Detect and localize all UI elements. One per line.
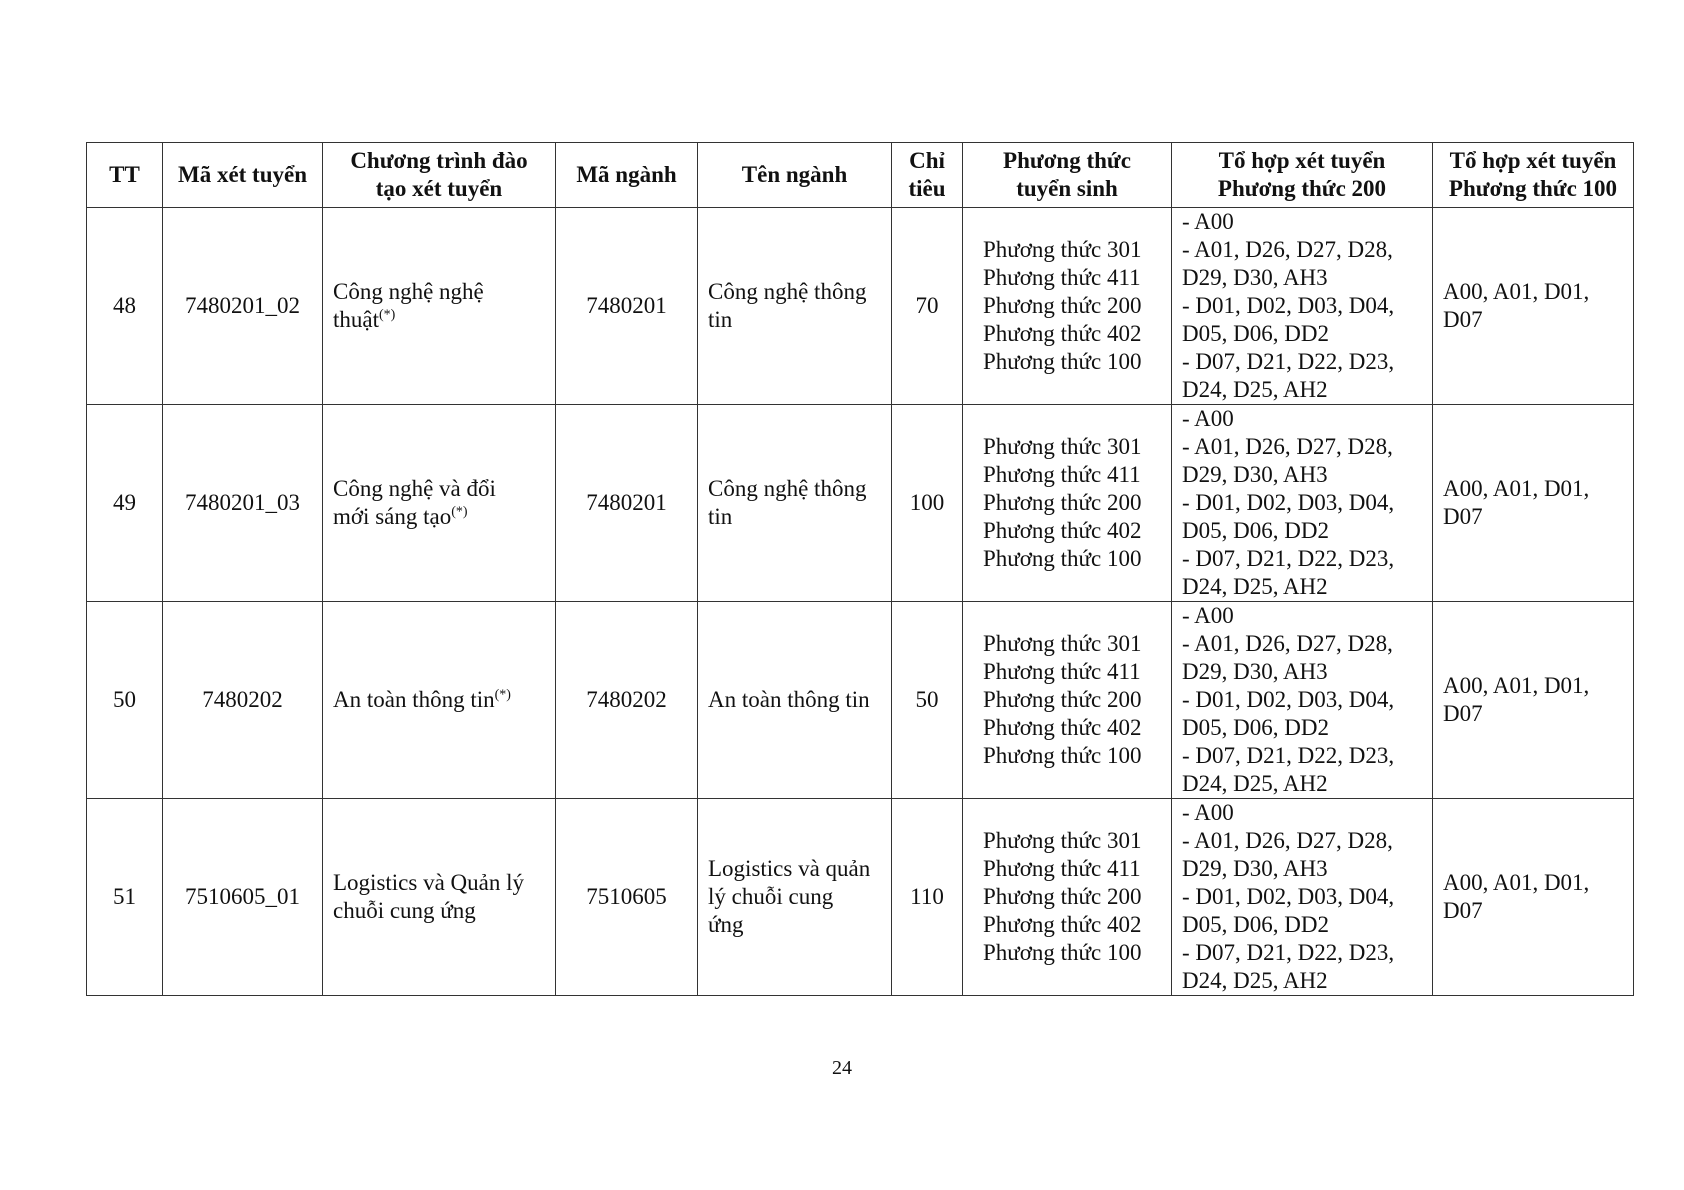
cell-chi-tieu: 50: [892, 602, 963, 799]
cell-phuong-thuc: Phương thức 301 Phương thức 411 Phương thức 200 Phương thức 402 Phương thức 100: [963, 208, 1172, 405]
footnote-marker: (*): [494, 687, 511, 703]
cell-to-hop-200: - A00 - A01, D26, D27, D28, D29, D30, AH3 - D01, D02, D03, D04, D05, D06, DD2 - D07, D21, D22, D23, D24, D25, AH2: [1172, 208, 1433, 405]
cell-chuong-trinh: An toàn thông tin(*): [323, 602, 556, 799]
cell-tt: 50: [87, 602, 163, 799]
table-row: [87, 405, 1634, 602]
header-ma-xet-tuyen: Mã xét tuyển: [163, 143, 323, 208]
cell-ma-nganh: 7480201: [556, 208, 698, 405]
cell-to-hop-100: A00, A01, D01, D07: [1433, 208, 1634, 405]
cell-ma-xet-tuyen: 7480202: [163, 602, 323, 799]
cell-ten-nganh: Công nghệ thông tin: [698, 405, 892, 602]
table-row: [87, 602, 1634, 799]
header-ten-nganh: Tên ngành: [698, 143, 892, 208]
cell-ma-xet-tuyen: 7480201_03: [163, 405, 323, 602]
cell-to-hop-100: A00, A01, D01, D07: [1433, 602, 1634, 799]
cell-chi-tieu: 110: [892, 799, 963, 996]
cell-ma-nganh: 7480201: [556, 405, 698, 602]
admissions-table: [86, 142, 1634, 996]
cell-chi-tieu: 100: [892, 405, 963, 602]
footnote-marker: (*): [379, 307, 396, 323]
page-number: 24: [832, 1057, 852, 1079]
header-chuong-trinh: Chương trình đào tạo xét tuyển: [323, 143, 556, 208]
cell-to-hop-100: A00, A01, D01, D07: [1433, 799, 1634, 996]
cell-ma-xet-tuyen: 7480201_02: [163, 208, 323, 405]
cell-tt: 49: [87, 405, 163, 602]
cell-ten-nganh: Công nghệ thông tin: [698, 208, 892, 405]
cell-ten-nganh: Logistics và quản lý chuỗi cung ứng: [698, 799, 892, 996]
table-row: [87, 799, 1634, 996]
cell-to-hop-200: - A00 - A01, D26, D27, D28, D29, D30, AH3 - D01, D02, D03, D04, D05, D06, DD2 - D07, D21, D22, D23, D24, D25, AH2: [1172, 799, 1433, 996]
cell-ma-nganh: 7480202: [556, 602, 698, 799]
header-phuong-thuc: Phương thức tuyển sinh: [963, 143, 1172, 208]
cell-to-hop-200: - A00 - A01, D26, D27, D28, D29, D30, AH3 - D01, D02, D03, D04, D05, D06, DD2 - D07, D21, D22, D23, D24, D25, AH2: [1172, 602, 1433, 799]
cell-chuong-trinh: Logistics và Quản lý chuỗi cung ứng: [323, 799, 556, 996]
header-tt: TT: [87, 143, 163, 208]
footnote-marker: (*): [451, 504, 468, 520]
cell-phuong-thuc: Phương thức 301 Phương thức 411 Phương thức 200 Phương thức 402 Phương thức 100: [963, 602, 1172, 799]
cell-tt: 48: [87, 208, 163, 405]
cell-ma-xet-tuyen: 7510605_01: [163, 799, 323, 996]
cell-tt: 51: [87, 799, 163, 996]
cell-chuong-trinh: Công nghệ nghệ thuật(*): [323, 208, 556, 405]
header-to-hop-100: Tổ hợp xét tuyển Phương thức 100: [1433, 143, 1634, 208]
header-chi-tieu: Chỉ tiêu: [892, 143, 963, 208]
cell-to-hop-100: A00, A01, D01, D07: [1433, 405, 1634, 602]
table-row: [87, 208, 1634, 405]
cell-phuong-thuc: Phương thức 301 Phương thức 411 Phương thức 200 Phương thức 402 Phương thức 100: [963, 405, 1172, 602]
cell-ten-nganh: An toàn thông tin: [698, 602, 892, 799]
header-ma-nganh: Mã ngành: [556, 143, 698, 208]
cell-to-hop-200: - A00 - A01, D26, D27, D28, D29, D30, AH3 - D01, D02, D03, D04, D05, D06, DD2 - D07, D21, D22, D23, D24, D25, AH2: [1172, 405, 1433, 602]
cell-chuong-trinh: Công nghệ và đổi mới sáng tạo(*): [323, 405, 556, 602]
cell-chi-tieu: 70: [892, 208, 963, 405]
header-row: [87, 143, 1634, 208]
cell-phuong-thuc: Phương thức 301 Phương thức 411 Phương thức 200 Phương thức 402 Phương thức 100: [963, 799, 1172, 996]
header-to-hop-200: Tổ hợp xét tuyển Phương thức 200: [1172, 143, 1433, 208]
cell-ma-nganh: 7510605: [556, 799, 698, 996]
